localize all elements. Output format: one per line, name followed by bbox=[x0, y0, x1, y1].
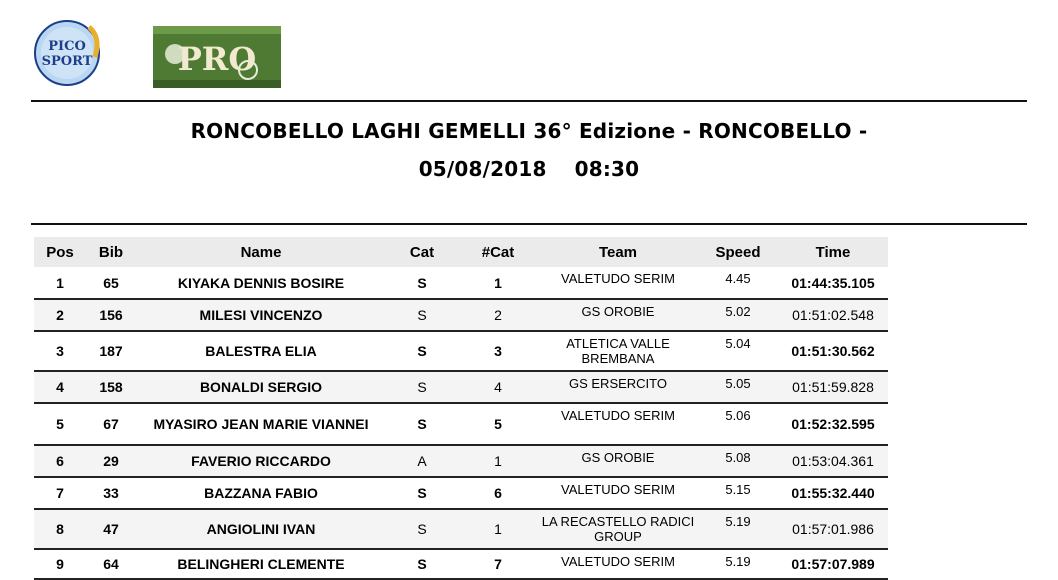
event-date: 05/08/2018 bbox=[418, 157, 547, 181]
cell-cat: S bbox=[417, 556, 427, 572]
cell-cat: S bbox=[417, 343, 427, 359]
cell-name: FAVERIO RICCARDO bbox=[191, 453, 331, 469]
cell-pos: 8 bbox=[56, 521, 64, 537]
cell-time: 01:57:07.989 bbox=[791, 556, 875, 572]
cell-name: ANGIOLINI IVAN bbox=[206, 521, 316, 537]
cell-time: 01:55:32.440 bbox=[791, 485, 875, 501]
cell-name: BELINGHERI CLEMENTE bbox=[177, 556, 345, 572]
cell-bib: 156 bbox=[99, 307, 123, 323]
cell-speed: 5.04 bbox=[725, 336, 751, 351]
cell-team: ATLETICA VALLE BREMBANA bbox=[566, 336, 670, 366]
cell-team: GS OROBIE bbox=[581, 450, 655, 465]
cell-name: BONALDI SERGIO bbox=[199, 379, 323, 395]
cell-ncat: 1 bbox=[494, 521, 502, 537]
table-row bbox=[34, 267, 888, 299]
cell-speed: 5.19 bbox=[725, 554, 751, 569]
cell-team: GS ERSERCITO bbox=[568, 376, 667, 391]
cell-speed: 4.45 bbox=[725, 271, 751, 286]
cell-name: BAZZANA FABIO bbox=[204, 485, 318, 501]
table-row bbox=[34, 331, 888, 371]
cell-cat: S bbox=[417, 521, 427, 537]
cell-pos: 3 bbox=[56, 343, 64, 359]
cell-bib: 158 bbox=[99, 379, 123, 395]
header-time: Time bbox=[778, 237, 888, 267]
cell-pos: 5 bbox=[56, 416, 64, 432]
cell-team: VALETUDO SERIM bbox=[561, 271, 675, 286]
cell-pos: 1 bbox=[56, 274, 64, 291]
cell-team: LA RECASTELLO RADICI GROUP bbox=[541, 514, 695, 544]
cell-name: MYASIRO JEAN MARIE VIANNEI bbox=[153, 416, 369, 432]
table-row bbox=[34, 299, 888, 331]
cell-ncat: 1 bbox=[494, 274, 502, 291]
cell-time: 01:51:59.828 bbox=[792, 379, 874, 395]
cell-bib: 33 bbox=[103, 485, 119, 501]
cell-speed: 5.06 bbox=[725, 408, 751, 423]
bottom-rule bbox=[31, 223, 1027, 225]
cell-ncat: 2 bbox=[494, 307, 502, 323]
cell-pos: 9 bbox=[56, 556, 64, 572]
svg-text:SPORT: SPORT bbox=[41, 54, 93, 69]
event-datetime bbox=[0, 157, 1058, 181]
cell-cat: A bbox=[417, 453, 427, 469]
cell-bib: 29 bbox=[103, 453, 119, 469]
cell-cat: S bbox=[417, 274, 427, 291]
cell-speed: 5.15 bbox=[725, 482, 751, 497]
cell-time: 01:51:02.548 bbox=[792, 307, 874, 323]
header-bib: Bib bbox=[86, 237, 136, 267]
cell-bib: 64 bbox=[103, 556, 119, 572]
cell-cat: S bbox=[417, 379, 427, 395]
cell-speed: 5.05 bbox=[725, 376, 751, 391]
cell-team: GS OROBIE bbox=[581, 304, 655, 319]
cell-time: 01:52:32.595 bbox=[791, 416, 875, 432]
cell-time: 01:44:35.105 bbox=[791, 274, 875, 291]
cell-ncat: 5 bbox=[494, 416, 502, 432]
table-header-row bbox=[34, 237, 888, 267]
cell-cat: S bbox=[417, 485, 427, 501]
cell-time: 01:53:04.361 bbox=[792, 453, 874, 469]
cell-ncat: 4 bbox=[494, 379, 502, 395]
cell-cat: S bbox=[417, 416, 427, 432]
cell-name: MILESI VINCENZO bbox=[199, 307, 323, 323]
header-speed: Speed bbox=[698, 237, 778, 267]
cell-team: VALETUDO SERIM bbox=[561, 408, 675, 423]
svg-text:PRO: PRO bbox=[177, 40, 257, 78]
header-cat: Cat bbox=[386, 237, 458, 267]
top-rule bbox=[31, 100, 1027, 102]
event-time: 08:30 bbox=[574, 157, 640, 181]
cell-name: BALESTRA ELIA bbox=[205, 343, 317, 359]
cell-time: 01:51:30.562 bbox=[791, 343, 875, 359]
table-row bbox=[34, 549, 888, 579]
cell-ncat: 6 bbox=[494, 485, 502, 501]
header-name: Name bbox=[136, 237, 386, 267]
cell-pos: 4 bbox=[56, 379, 64, 395]
cell-pos: 6 bbox=[56, 453, 64, 469]
cell-ncat: 7 bbox=[494, 556, 502, 572]
cell-cat: S bbox=[417, 307, 427, 323]
cell-name: KIYAKA DENNIS BOSIRE bbox=[177, 274, 345, 291]
table-row bbox=[34, 371, 888, 403]
event-title: RONCOBELLO LAGHI GEMELLI 36° Edizione - RONCOBELLO - bbox=[190, 119, 868, 143]
table-row bbox=[34, 403, 888, 445]
cell-pos: 7 bbox=[56, 485, 64, 501]
cell-pos: 2 bbox=[56, 307, 64, 323]
header-team: Team bbox=[538, 237, 698, 267]
header-ncat: #Cat bbox=[458, 237, 538, 267]
pico-sport-logo bbox=[31, 17, 103, 87]
table-row bbox=[34, 445, 888, 477]
cell-bib: 187 bbox=[99, 343, 123, 359]
cell-ncat: 1 bbox=[494, 453, 502, 469]
cell-speed: 5.02 bbox=[725, 304, 751, 319]
cell-bib: 67 bbox=[103, 416, 119, 432]
cell-bib: 65 bbox=[103, 274, 119, 291]
pro-cycling-logo bbox=[153, 26, 281, 88]
cell-team: VALETUDO SERIM bbox=[561, 482, 675, 497]
header-pos: Pos bbox=[34, 237, 86, 267]
cell-team: VALETUDO SERIM bbox=[561, 554, 675, 569]
cell-speed: 5.19 bbox=[725, 514, 751, 529]
table-row bbox=[34, 477, 888, 509]
cell-ncat: 3 bbox=[494, 343, 502, 359]
cell-time: 01:57:01.986 bbox=[792, 521, 874, 537]
svg-text:PICO: PICO bbox=[48, 39, 86, 54]
cell-speed: 5.08 bbox=[725, 450, 751, 465]
cell-bib: 47 bbox=[103, 521, 119, 537]
results-table bbox=[34, 237, 888, 580]
table-row bbox=[34, 509, 888, 549]
